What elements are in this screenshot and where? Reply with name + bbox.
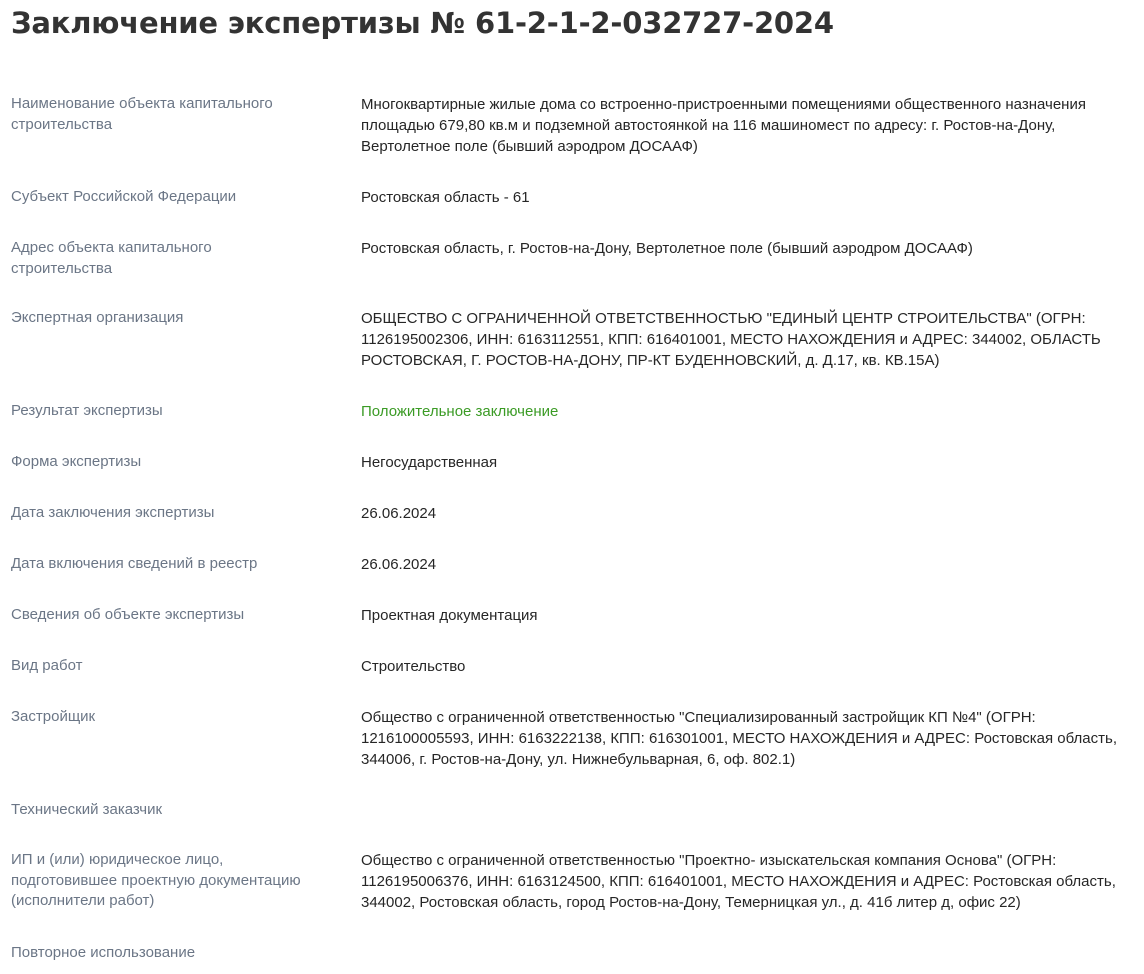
- page-title: Заключение экспертизы № 61-2-1-2-032727-2024: [11, 6, 834, 40]
- field-label: Технический заказчик: [11, 801, 163, 818]
- field-value: 26.06.2024: [361, 505, 437, 522]
- field-value: 26.06.2024: [361, 556, 437, 573]
- field-value: Ростовская область, г. Ростов-на-Дону, Вертолетное поле (бывший аэродром ДОСААФ): [361, 240, 973, 257]
- field-value: Проектная документация: [361, 607, 538, 624]
- field-value: Негосударственная: [361, 454, 498, 471]
- field-label: Повторное использование: [11, 944, 196, 961]
- field-value: Строительство: [361, 658, 466, 675]
- field-label: Субъект Российской Федерации: [11, 188, 237, 205]
- field-label: ИП и (или) юридическое лицо, подготовившее проектную документацию (исполнители работ): [11, 851, 301, 909]
- field-value: ОБЩЕСТВО С ОГРАНИЧЕННОЙ ОТВЕТСТВЕННОСТЬЮ "ЕДИНЫЙ ЦЕНТР СТРОИТЕЛЬСТВА" (ОГРН: 1126195002306, ИНН: 6163112551, КПП: 616401001, МЕСТО НАХОЖДЕНИЯ и АДРЕС: 344002, ОБЛАСТЬ РОСТОВСКАЯ, Г. РОСТОВ-НА-ДОНУ, ПР-КТ БУДЕННОВСКИЙ, д. Д.17, кв. КВ.15А): [361, 310, 1101, 370]
- field-label: Застройщик: [11, 708, 96, 725]
- field-label: Экспертная организация: [11, 309, 184, 326]
- field-label: Дата включения сведений в реестр: [11, 555, 258, 572]
- field-value: Общество с ограниченной ответственностью "Специализированный застройщик КП №4" (ОГРН: 1216100005593, ИНН: 6163222138, КПП: 616301001, МЕСТО НАХОЖДЕНИЯ и АДРЕС: Ростовская область, 344006, г. Ростов-на-Дону, ул. Нижнебульварная, 6, оф. 802.1): [361, 709, 1117, 769]
- field-value: Многоквартирные жилые дома со встроенно-пристроенными помещениями общественного назначения площадью 679,80 кв.м и подземной автостоянкой на 116 машиномест по адресу: г. Ростов-на-Дону, Вертолетное поле (бывший аэродром ДОСААФ): [361, 96, 1086, 156]
- field-label: Результат экспертизы: [11, 402, 163, 419]
- field-label: Адрес объекта капитального строительства: [11, 239, 212, 277]
- field-label: Наименование объекта капитального строительства: [11, 95, 273, 133]
- field-label: Дата заключения экспертизы: [11, 504, 215, 521]
- status-value: Положительное заключение: [361, 403, 559, 420]
- field-label: Вид работ: [11, 657, 83, 674]
- field-value: Общество с ограниченной ответственностью "Проектно- изыскательская компания Основа" (ОГРН: 1126195006376, ИНН: 6163124500, КПП: 616401001, МЕСТО НАХОЖДЕНИЯ и АДРЕС: Ростовская область, 344002, Ростовская область, город Ростов-на-Дону, Темерницкая ул., д. 41б литер д, офис 22): [361, 852, 1116, 912]
- field-label: Сведения об объекте экспертизы: [11, 606, 245, 623]
- field-label: Форма экспертизы: [11, 453, 142, 470]
- field-value: Ростовская область - 61: [361, 189, 530, 206]
